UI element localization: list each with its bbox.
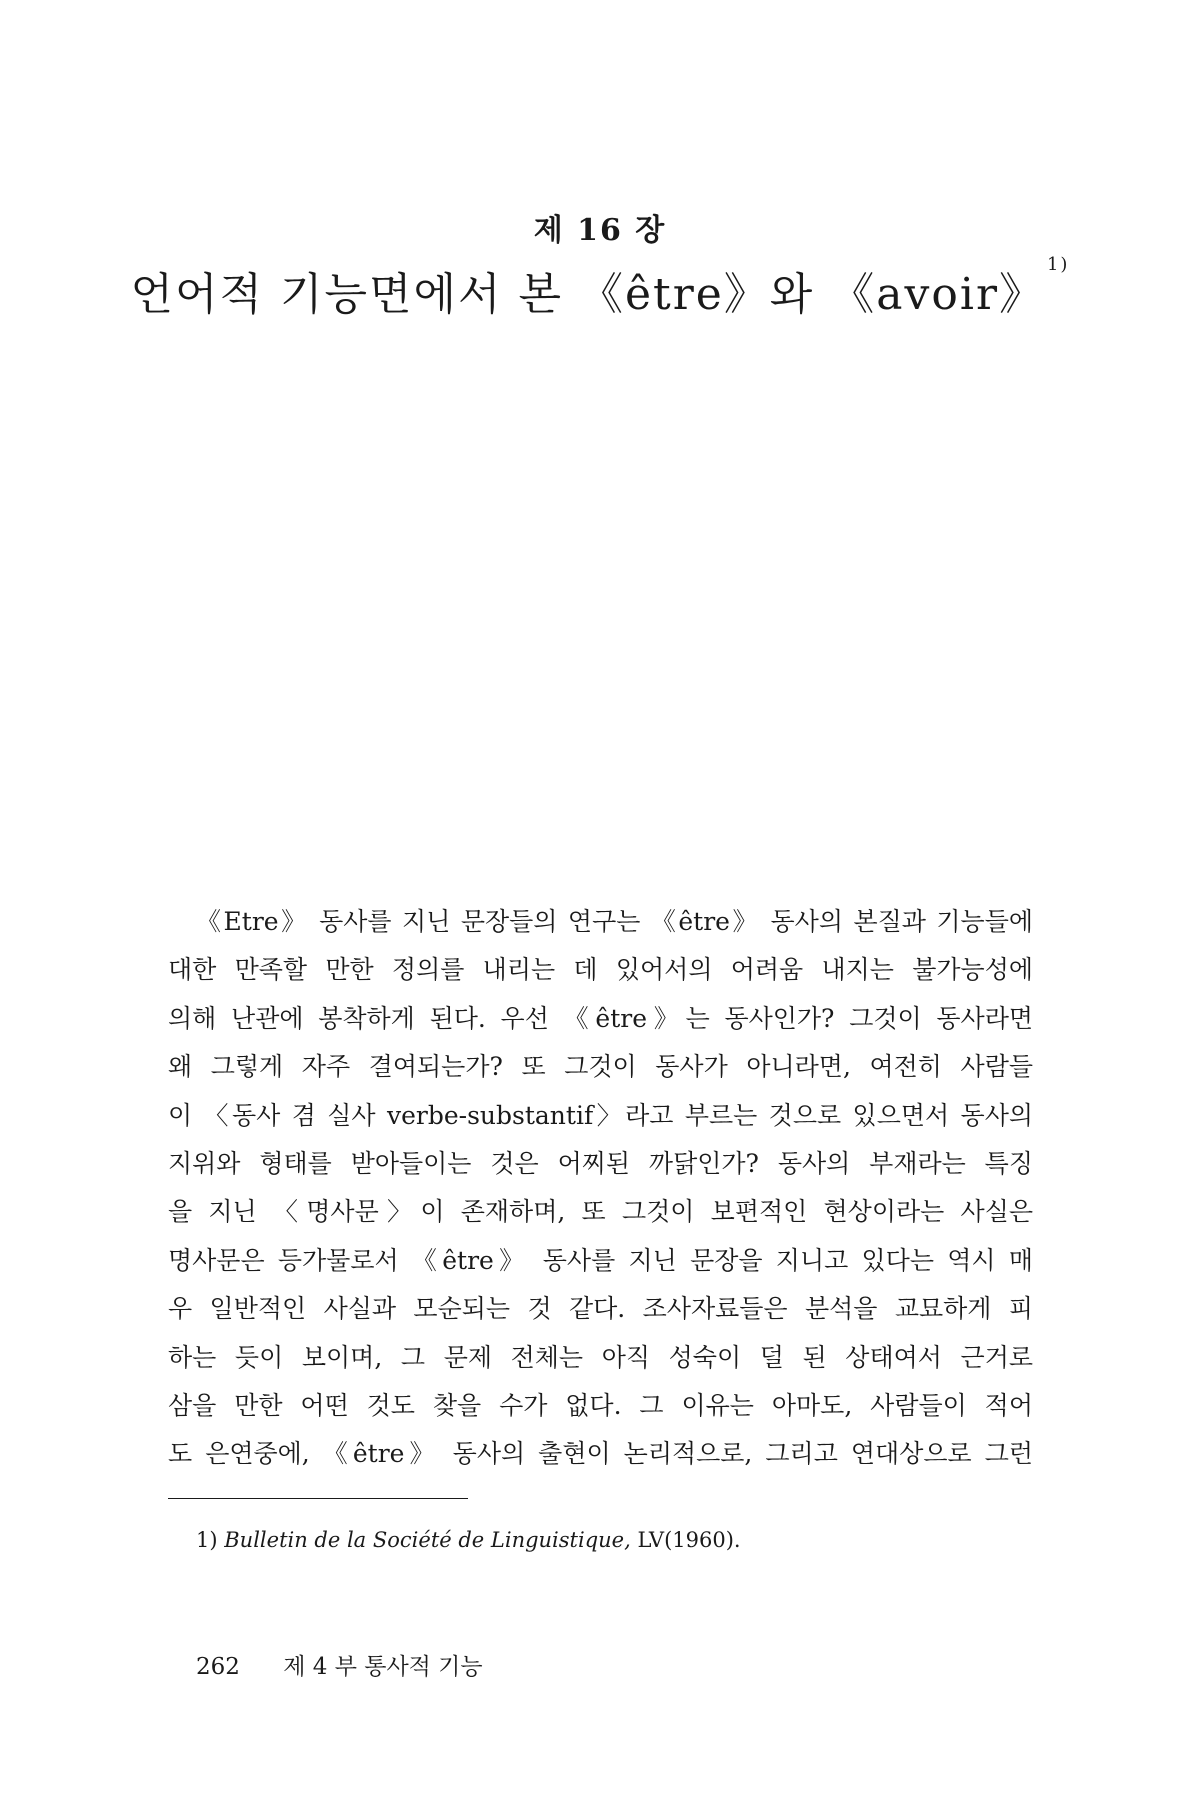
footnote-citation: LV(1960). <box>637 1528 741 1552</box>
body-line: 도 은연중에, 《être》 동사의 출현이 논리적으로, 그리고 연대상으로 그런 <box>168 1439 1033 1469</box>
body-line: 삼을 만한 어떤 것도 찾을 수가 없다. 그 이유는 아마도, 사람들이 적어 <box>168 1390 1033 1420</box>
page-number: 262 <box>196 1654 240 1680</box>
body-line: 지위와 형태를 받아들이는 것은 어찌된 까닭인가? 동사의 부재라는 특징 <box>168 1148 1033 1178</box>
body-line: 하는 듯이 보이며, 그 문제 전체는 아직 성숙이 덜 된 상태여서 근거로 <box>168 1342 1033 1372</box>
body-line: 우 일반적인 사실과 모순되는 것 같다. 조사자료들은 분석을 교묘하게 피 <box>168 1294 1033 1324</box>
chapter-title-text: 언어적 기능면에서 본 《être》와 《avoir》 <box>130 269 1045 320</box>
footnote-divider <box>168 1498 468 1499</box>
body-line: 《Etre》 동사를 지닌 문장들의 연구는 《être》 동사의 본질과 기능들에 <box>196 907 1033 936</box>
page-footer <box>196 1648 483 1681</box>
body-line: 왜 그렇게 자주 결여되는가? 또 그것이 동사가 아니라면, 여전히 사람들 <box>168 1052 1033 1082</box>
footnote-marker: 1) <box>196 1528 218 1552</box>
footnote <box>196 1528 741 1552</box>
body-line: 명사문은 등가물로서 《être》 동사를 지닌 문장을 지니고 있다는 역시 매 <box>168 1245 1033 1275</box>
body-line: 을 지닌 〈명사문〉이 존재하며, 또 그것이 보편적인 현상이라는 사실은 <box>168 1197 1033 1227</box>
body-paragraph <box>168 898 1033 1479</box>
body-line: 대한 만족할 만한 정의를 내리는 데 있어서의 어려움 내지는 불가능성에 <box>168 955 1033 985</box>
footnote-source: Bulletin de la Société de Linguistique, <box>224 1528 631 1552</box>
chapter-title <box>0 254 1200 322</box>
body-line: 이 〈동사 겸 실사 verbe-substantif〉라고 부르는 것으로 있으면서 동사의 <box>168 1100 1033 1130</box>
running-section-title: 제 4 부 통사적 기능 <box>283 1654 483 1680</box>
footnote-reference: 1) <box>1046 254 1070 275</box>
body-line: 의해 난관에 봉착하게 된다. 우선 《être》는 동사인가? 그것이 동사라면 <box>168 1003 1033 1033</box>
chapter-number: 제 16 장 <box>533 213 667 248</box>
